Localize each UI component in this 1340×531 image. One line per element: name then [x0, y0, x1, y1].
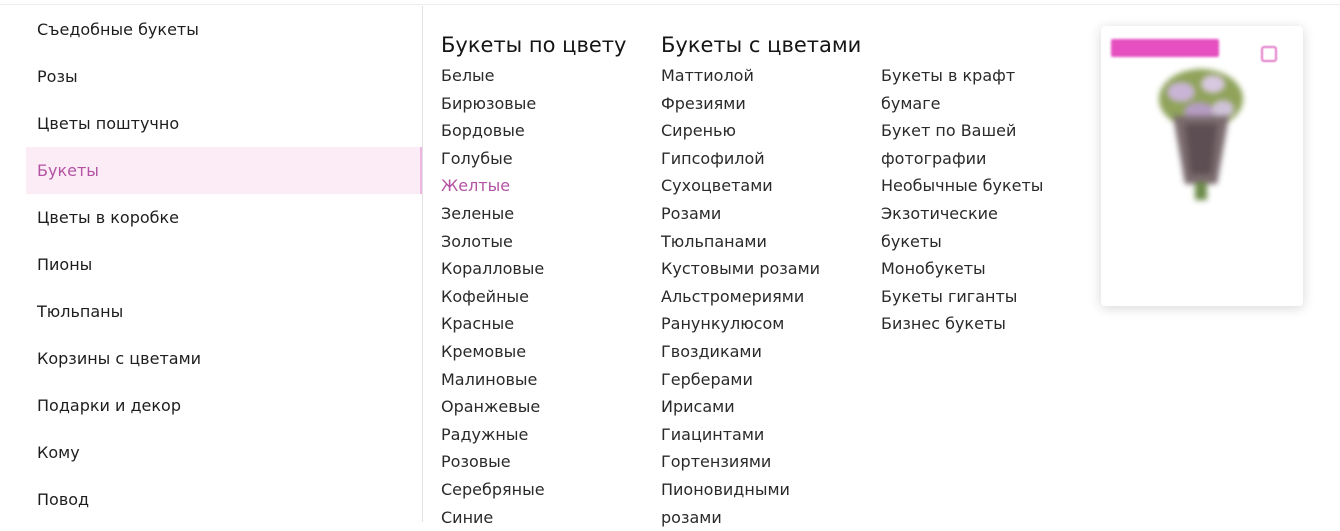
- sidebar-item-recipient[interactable]: Кому: [26, 429, 422, 476]
- column-title-by-color: Букеты по цвету: [441, 28, 626, 62]
- color-link-rainbow[interactable]: Радужные: [441, 421, 626, 449]
- color-link-red[interactable]: Красные: [441, 310, 626, 338]
- sidebar-item-flowers-in-box[interactable]: Цветы в коробке: [26, 194, 422, 241]
- color-link-blue[interactable]: Синие: [441, 504, 626, 531]
- flower-link-roses[interactable]: Розами: [661, 200, 861, 228]
- flower-link-list: [661, 62, 861, 531]
- other-link-photo-bouquet[interactable]: Букет по Вашей: [881, 117, 1043, 145]
- other-link-kraft-paper[interactable]: Букеты в крафт: [881, 62, 1043, 90]
- sidebar-item-single-flowers[interactable]: Цветы поштучно: [26, 100, 422, 147]
- flower-link-gerberas[interactable]: Герберами: [661, 366, 861, 394]
- color-link-burgundy[interactable]: Бордовые: [441, 117, 626, 145]
- color-link-turquoise[interactable]: Бирюзовые: [441, 90, 626, 118]
- column-title-other: [881, 28, 1043, 62]
- flower-link-carnations[interactable]: Гвоздиками: [661, 338, 861, 366]
- promo-product-card[interactable]: [1101, 26, 1303, 306]
- color-link-list: [441, 62, 626, 531]
- flower-link-dried-flowers[interactable]: Сухоцветами: [661, 172, 861, 200]
- bouquet-image: [1151, 54, 1251, 204]
- flower-link-tulips[interactable]: Тюльпанами: [661, 228, 861, 256]
- category-sidebar: [26, 6, 422, 522]
- other-link-unusual[interactable]: Необычные букеты: [881, 172, 1043, 200]
- color-link-yellow[interactable]: Желтые: [441, 172, 626, 200]
- other-link-photo-bouquet-cont[interactable]: фотографии: [881, 145, 1043, 173]
- flower-link-gypsophila[interactable]: Гипсофилой: [661, 145, 861, 173]
- color-link-pink[interactable]: Розовые: [441, 448, 626, 476]
- column-other: [881, 28, 1043, 338]
- flower-link-spray-roses[interactable]: Кустовыми розами: [661, 255, 861, 283]
- color-link-gold[interactable]: Золотые: [441, 228, 626, 256]
- flower-link-irises[interactable]: Ирисами: [661, 393, 861, 421]
- sidebar-item-roses[interactable]: Розы: [26, 53, 422, 100]
- other-link-exotic[interactable]: Экзотические: [881, 200, 1043, 228]
- flower-link-hyacinths[interactable]: Гиацинтами: [661, 421, 861, 449]
- sidebar-item-flower-baskets[interactable]: Корзины с цветами: [26, 335, 422, 382]
- flower-link-freesia[interactable]: Фрезиями: [661, 90, 861, 118]
- column-by-color: [441, 28, 626, 531]
- sidebar-item-tulips[interactable]: Тюльпаны: [26, 288, 422, 335]
- color-link-light-blue[interactable]: Голубые: [441, 145, 626, 173]
- favorite-icon[interactable]: [1261, 46, 1277, 62]
- flower-link-matthiola[interactable]: Маттиолой: [661, 62, 861, 90]
- other-link-exotic-cont[interactable]: букеты: [881, 228, 1043, 256]
- sidebar-item-peonies[interactable]: Пионы: [26, 241, 422, 288]
- other-link-list: [881, 62, 1043, 338]
- other-link-business[interactable]: Бизнес букеты: [881, 310, 1043, 338]
- sidebar-divider: [422, 6, 423, 522]
- other-link-giant[interactable]: Букеты гиганты: [881, 283, 1043, 311]
- sidebar-item-gifts-decor[interactable]: Подарки и декор: [26, 382, 422, 429]
- sidebar-item-occasion[interactable]: Повод: [26, 476, 422, 523]
- flower-link-hydrangeas[interactable]: Гортензиями: [661, 448, 861, 476]
- color-link-orange[interactable]: Оранжевые: [441, 393, 626, 421]
- flower-link-peony-roses[interactable]: Пионовидными: [661, 476, 861, 504]
- other-link-kraft-paper-cont[interactable]: бумаге: [881, 90, 1043, 118]
- flower-link-peony-roses-cont[interactable]: розами: [661, 504, 861, 531]
- flower-link-alstroemeria[interactable]: Альстромериями: [661, 283, 861, 311]
- sidebar-item-edible-bouquets[interactable]: Съедобные букеты: [26, 6, 422, 53]
- color-link-coral[interactable]: Коралловые: [441, 255, 626, 283]
- color-link-white[interactable]: Белые: [441, 62, 626, 90]
- color-link-green[interactable]: Зеленые: [441, 200, 626, 228]
- color-link-coffee[interactable]: Кофейные: [441, 283, 626, 311]
- other-link-mono[interactable]: Монобукеты: [881, 255, 1043, 283]
- flower-link-lilac[interactable]: Сиренью: [661, 117, 861, 145]
- color-link-raspberry[interactable]: Малиновые: [441, 366, 626, 394]
- column-with-flowers: [661, 28, 861, 531]
- sidebar-item-bouquets[interactable]: Букеты: [26, 147, 422, 194]
- color-link-silver[interactable]: Серебряные: [441, 476, 626, 504]
- color-link-cream[interactable]: Кремовые: [441, 338, 626, 366]
- column-title-with-flowers: Букеты с цветами: [661, 28, 861, 62]
- flower-link-ranunculus[interactable]: Ранункулюсом: [661, 310, 861, 338]
